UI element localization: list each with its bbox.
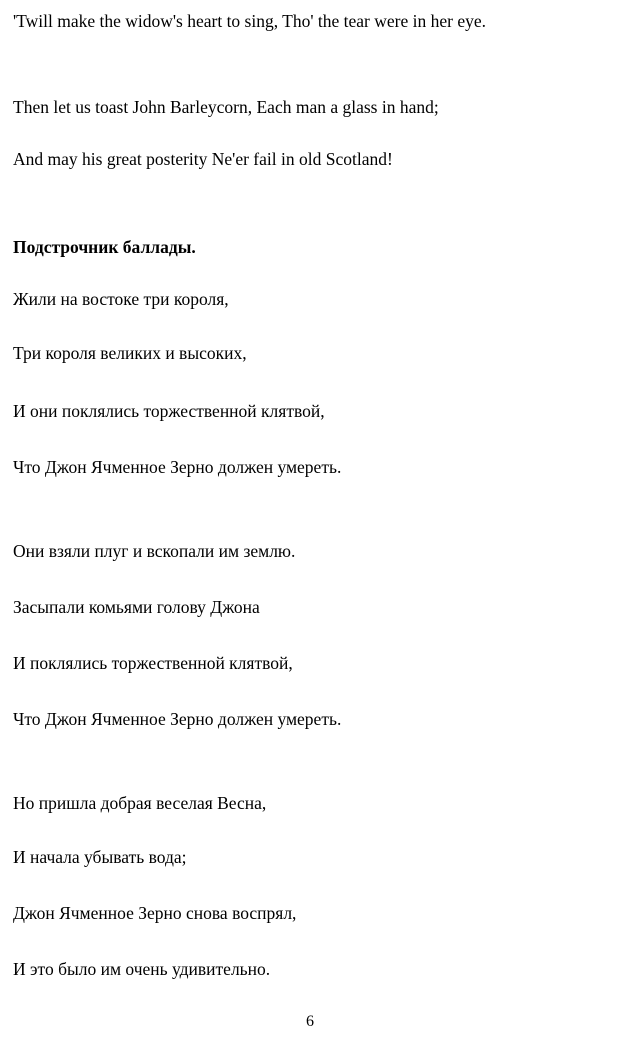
poem-line: 'Twill make the widow's heart to sing, Tho' the tear were in her eye.	[13, 11, 486, 31]
translation-line: Что Джон Ячменное Зерно должен умереть.	[13, 457, 342, 477]
translation-line: Они взяли плуг и вскопали им землю.	[13, 541, 296, 561]
poem-line: And may his great posterity Ne'er fail in old Scotland!	[13, 149, 393, 169]
translation-line: Что Джон Ячменное Зерно должен умереть.	[13, 709, 342, 729]
translation-line: И это было им очень удивительно.	[13, 959, 271, 979]
translation-line: Джон Ячменное Зерно снова воспрял,	[13, 903, 297, 923]
section-heading: Подстрочник баллады.	[13, 237, 196, 257]
translation-line: Три короля великих и высоких,	[13, 343, 247, 363]
translation-line: Жили на востоке три короля,	[13, 289, 229, 309]
page-number: 6	[306, 1013, 314, 1030]
poem-line: Then let us toast John Barleycorn, Each man a glass in hand;	[13, 97, 439, 117]
translation-line: Но пришла добрая веселая Весна,	[13, 793, 267, 813]
translation-line: Засыпали комьями голову Джона	[13, 597, 260, 617]
translation-line: И начала убывать вода;	[13, 847, 187, 867]
translation-line: И поклялись торжественной клятвой,	[13, 653, 293, 673]
translation-line: И они поклялись торжественной клятвой,	[13, 401, 325, 421]
